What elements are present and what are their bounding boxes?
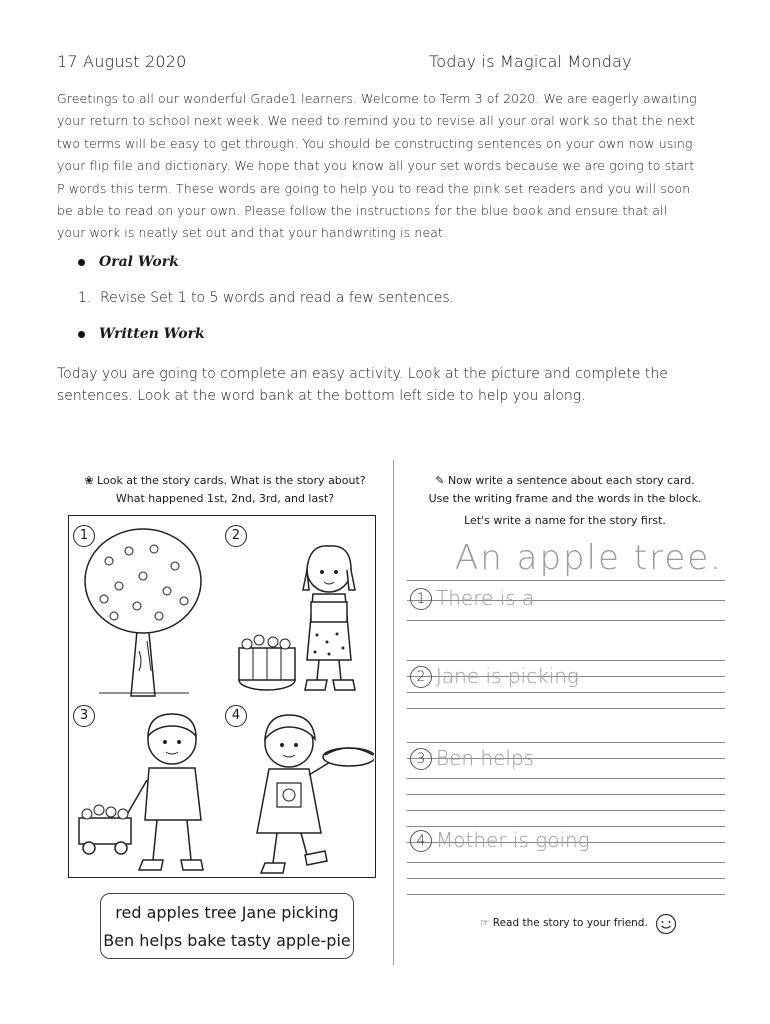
footer-text: Read the story to your friend. — [492, 917, 648, 929]
word-bank — [100, 893, 354, 959]
ben-helping-illustration — [77, 700, 227, 875]
writing-line — [407, 894, 725, 895]
writing-line — [407, 708, 725, 709]
apple-tree-illustration — [79, 521, 209, 701]
frame-text: Mother is going — [436, 828, 590, 852]
frame-text: Ben helps — [436, 746, 535, 770]
oral-work-heading — [78, 254, 179, 270]
oral-item — [78, 290, 454, 306]
intro-line: two terms will be easy to get through. You should be constructing sentences on your own now using — [57, 135, 693, 151]
date: 17 August 2020 — [57, 52, 187, 71]
card-number: 1 — [73, 525, 95, 547]
bullet-dot — [78, 331, 85, 338]
oral-item-number: 1. — [78, 290, 92, 306]
intro-paragraph — [57, 88, 722, 245]
flower-icon: ❀ — [84, 474, 98, 487]
written-work-label: Written Work — [99, 326, 205, 342]
smiley-icon — [655, 913, 677, 935]
right-subheading: Let's write a name for the story first. — [464, 514, 666, 527]
frame-number: 4 — [410, 830, 432, 852]
writing-frame-2 — [410, 664, 579, 688]
word-bank-line: Ben helps bake tasty apple-pie — [103, 931, 351, 950]
worksheet-right-heading — [405, 472, 725, 530]
oral-item-text: Revise Set 1 to 5 words and read a few sentences. — [100, 290, 455, 306]
writing-line — [407, 862, 725, 863]
writing-line — [407, 778, 725, 779]
card-number: 2 — [225, 525, 247, 547]
intro-line: be able to read on your own. Please follow the instructions for the blue book and ensure that all — [57, 203, 668, 219]
right-heading-1: Now write a sentence about each story card. — [447, 474, 695, 487]
writing-line — [407, 826, 725, 827]
header — [57, 52, 717, 76]
worksheet-divider — [393, 460, 394, 965]
mother-pie-illustration — [239, 705, 374, 875]
intro-line: your flip file and dictionary. We hope that you know all your set words because we are going to start — [57, 158, 695, 174]
worksheet-footer — [480, 917, 648, 929]
frame-number: 1 — [410, 588, 432, 610]
right-heading-2: Use the writing frame and the words in the block. — [428, 492, 702, 505]
intro-line: your work is neatly set out and that your handwriting is neat. — [57, 225, 448, 241]
frame-number: 2 — [410, 666, 432, 688]
intro-line: Greetings to all our wonderful Grade1 learners. Welcome to Term 3 of 2020. We are eagerly awaiting — [57, 91, 697, 106]
left-heading-2: What happened 1st, 2nd, 3rd, and last? — [115, 492, 335, 505]
writing-line — [407, 580, 725, 581]
writing-line — [407, 620, 725, 621]
worksheet-left-heading — [70, 472, 380, 508]
writing-line — [407, 742, 725, 743]
story-title: An apple tree. — [455, 538, 723, 578]
writing-frame-3 — [410, 746, 534, 770]
word-bank-line: red apples tree Jane picking — [115, 903, 339, 922]
writing-line — [407, 692, 725, 693]
writing-line — [407, 810, 725, 811]
day-title: Today is Magical Monday — [429, 52, 632, 71]
activity-line: Today you are going to complete an easy activity. Look at the picture and complete the — [57, 366, 668, 382]
activity-line: sentences. Look at the word bank at the bottom left side to help you along. — [57, 388, 586, 404]
pencil-icon: ✎ — [435, 474, 448, 487]
written-work-heading — [78, 326, 205, 342]
card-number: 4 — [225, 705, 247, 727]
writing-frame-4 — [410, 828, 590, 852]
frame-text: There is a — [436, 586, 535, 610]
frame-text: Jane is picking — [436, 664, 579, 688]
writing-line — [407, 878, 725, 879]
intro-line: your return to school next week. We need to remind you to revise all your oral work so that the next — [57, 113, 695, 129]
story-cards — [68, 515, 376, 878]
writing-frame-1 — [410, 586, 534, 610]
activity-instructions — [57, 363, 722, 407]
card-number: 3 — [73, 705, 95, 727]
oral-work-label: Oral Work — [99, 254, 179, 270]
hand-icon: ☞ — [480, 917, 493, 929]
writing-line — [407, 660, 725, 661]
intro-line: P words this term. These words are going to help you to read the pink set readers and you will soon — [57, 180, 691, 196]
frame-number: 3 — [410, 748, 432, 770]
left-heading-1: Look at the story cards. What is the story about? — [97, 474, 366, 487]
writing-line — [407, 794, 725, 795]
jane-picking-illustration — [229, 530, 369, 700]
bullet-dot — [78, 259, 85, 266]
